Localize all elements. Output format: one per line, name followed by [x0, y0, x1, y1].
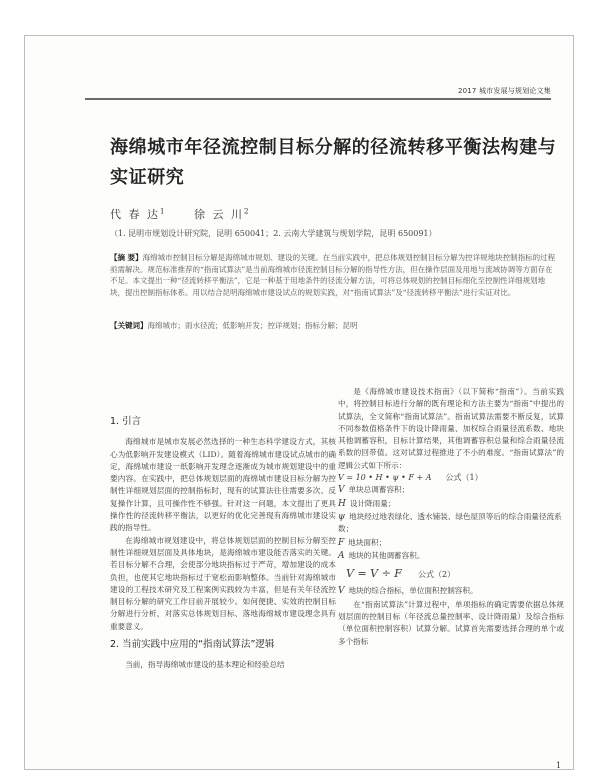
- left-column: [110, 410, 336, 672]
- header-rule: [85, 98, 551, 100]
- page-number: 1: [556, 761, 562, 770]
- keywords-label: 【关键词】: [110, 321, 148, 330]
- paper-page: [24, 35, 574, 770]
- formula-expression: V = V ÷ F: [346, 567, 402, 581]
- symbol-def: V 地块的综合指标，单位面积控制容积。: [338, 586, 478, 597]
- symbol-def: F 地块面积；: [338, 537, 387, 548]
- symbol-def: H 设计降雨量；: [338, 498, 396, 509]
- abstract-text: 海绵城市控制目标分解是海绵城市规划、建设的关键。在当前实践中，把总体规划控制目标分解为控详规地块控制指标的过程亟需解决。规范标准推荐的“指南试算法”是当前海绵城市径流控制目标分解的指导性方法，但在操作层面及用地与流域协调等方面存在不足。本文提出一种“径流转移平衡法”，它是一种基于用地条件的径流分解方法，可将总体规划的控制目标细化至控制性详细规划地块，提出控制指标体系。用以结合昆明海绵城市建设试点的规划实践，对“指南试算法”及“径流转移平衡法”进行实证对比。: [110, 253, 556, 297]
- author: 代 春 达$^1$: [110, 207, 165, 221]
- formula-label: 公式（2）: [417, 570, 456, 580]
- abstract: [110, 252, 560, 298]
- section-heading: 1. 引言: [110, 416, 142, 427]
- affiliation: （1. 昆明市规划设计研究院，昆明 650041；2. 云南大学建筑与规划学院，昆明 650091）: [110, 229, 437, 238]
- formula-2: [346, 568, 564, 581]
- keywords: [110, 320, 560, 331]
- paragraph: 在“指南试算法”计算过程中，单项指标的确定需要依据总体规划层面的控制目标（年径流总量控制率、设计降雨量）及综合指标（单位面积控制容积）试算分解。试算首先需要选择合理的单个或多个指标: [338, 599, 564, 646]
- paper-title: 海绵城市年径流控制目标分解的径流转移平衡法构建与实证研究: [110, 137, 557, 188]
- running-header: 2017 城市发展与规划论文集: [457, 87, 551, 95]
- abstract-label: 【摘 要】: [110, 253, 143, 262]
- keywords-text: 海绵城市；雨水径流；低影响开发；控详规划；指标分解；昆明: [147, 321, 358, 330]
- author: 徐 云 川$^2$: [193, 207, 249, 221]
- formula-label: 公式（1）: [445, 473, 483, 483]
- symbol-def: ψ 地块经过地表绿化、透水铺装、绿色屋顶等后的综合雨量径流系数；: [338, 511, 562, 534]
- paragraph: 在海绵城市规划建设中，将总体规划层面的控制目标分解至控制性详细规划层面及具体地块，是海绵城市建设能否落实的关键。若目标分解不合理，会使部分地块指标过于严苛，增加建设的成本负担，也使其它地块指标过于宽松而影响整体。当前针对海绵城市建设的工程技术研究及工程案例实践较为丰富，但是有关年径流控制目标分解的研究工作目前开展较少。如何便捷、实效的控制目标分解进行分析，对落实总体规划目标、落地海绵城市建设理念具有重要意义。: [110, 535, 336, 631]
- paragraph: 是《海绵城市建设技术指南》（以下简称“指南”）。当前实践中，将控制目标进行分解的既有理论和方法主要为“指南”中提出的试算法，全文简称“指南试算法”。指南试算法需要不断反复，试算不同参数值格条件下的设计降雨量、加权综合雨量径流系数、地块其他调蓄容积，目标计算结果，其他调蓄容积总量和综合雨量径流系数的回带值。这对试算过程推进了不小的难度。“指南试算法”的逻辑公式如下所示：: [338, 387, 564, 470]
- formula-1: [338, 472, 564, 484]
- formula-expression: V = 10 • H • ψ • F + A: [338, 473, 432, 483]
- paragraph: 海绵城市是城市发展必然选择的一种生态科学建设方式，其核心为低影响开发建设模式（LID）。随着海绵城市建设试点城市的确定，海绵城市建设一纸影响开发理念逐渐成为城市规划建设中的重要内容。在实践中，把总体规划层面的海绵城市建设目标分解为控制性详细规划层面的控制指标时，现有的试算法往往需要多次、反复操作计算，且可操作性不够强。针对这一问题，本文提出了更具操作性的径流转移平衡法，以更好的优化完善现有海绵城市建设实践的指导性。: [110, 437, 336, 533]
- author-list: [110, 206, 272, 222]
- section-heading: 2. 当前实践中应用的“指南试算法”逻辑: [110, 639, 275, 651]
- right-column: [338, 386, 564, 648]
- symbol-def: A 地块的其他调蓄容积。: [338, 550, 425, 561]
- paragraph: 当前，指导海绵城市建设的基本理论和经验总结: [125, 660, 285, 670]
- symbol-def: V 单块总调蓄容积；: [338, 485, 410, 496]
